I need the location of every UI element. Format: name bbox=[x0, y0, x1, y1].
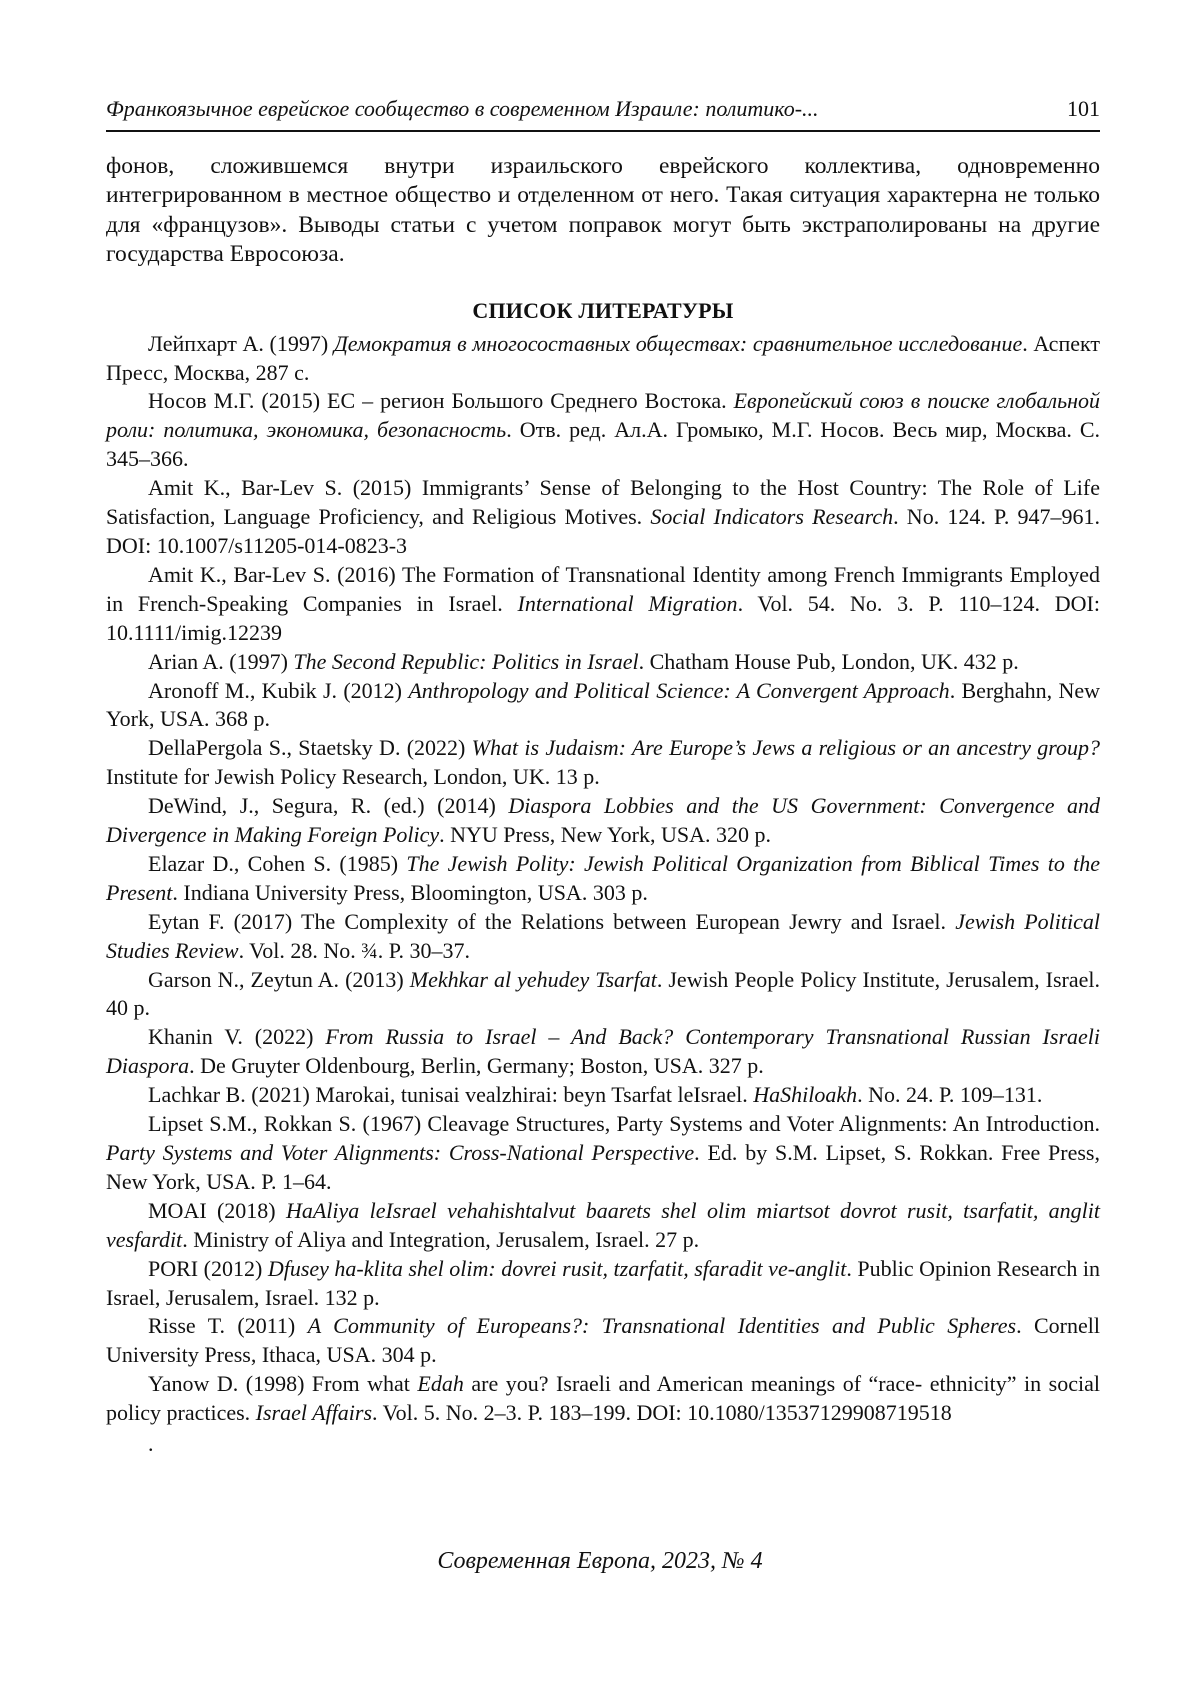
body-paragraph: фонов, сложившемся внутри израильского еврейского коллектива, одновременно интегрированном в местное общество и отделенном от него. Такая ситуация характерна не только для «французов». Выводы статьи с учетом поправок могут быть экстраполированы на другие государства Евросоюза. bbox=[106, 153, 1100, 268]
reference-item: Yanow D. (1998) From what Edah are you? Israeli and American meanings of “race- ethnicity” in social policy practices. Israel Affairs. Vol. 5. No. 2–3. P. 183–199. DOI: 10.1080/13537129908719518 bbox=[106, 1371, 1100, 1426]
reference-item: Amit K., Bar-Lev S. (2015) Immigrants’ Sense of Belonging to the Host Country: The Role of Life Satisfaction, Language Proficiency, and Religious Motives. Social Indicators Research. No. 124. P. 947–961. DOI: 10.1007/s11205-014-0823-3 bbox=[106, 475, 1101, 558]
running-header bbox=[106, 96, 1100, 132]
page-number: 101 bbox=[1067, 96, 1100, 121]
page bbox=[106, 96, 1100, 1458]
reference-item: Elazar D., Cohen S. (1985) The Jewish Polity: Jewish Political Organization from Biblical Times to the Present. Indiana University Press, Bloomington, USA. 303 p. bbox=[106, 850, 1100, 905]
reference-item: Лейпхарт А. (1997) Демократия в многосоставных обществах: сравнительное исследование. Аспект Пресс, Москва, 287 с. bbox=[106, 330, 1101, 385]
running-title: Франкоязычное еврейское сообщество в современном Израиле: политико-... bbox=[106, 96, 819, 121]
reference-item: Носов М.Г. (2015) ЕС – регион Большого Среднего Востока. Европейский союз в поиске глобальной роли: политика, экономика, безопасность. Отв. ред. Ал.А. Громыко, М.Г. Носов. Весь мир, Москва. С. 345–366. bbox=[106, 388, 1101, 472]
reference-list bbox=[106, 330, 1100, 1428]
running-footer: Современная Европа, 2023, № 4 bbox=[437, 1548, 763, 1574]
reference-item: Aronoff M., Kubik J. (2012) Anthropology and Political Science: A Convergent Approach. Berghahn, New York, USA. 368 p. bbox=[106, 677, 1100, 732]
reference-item: Lachkar B. (2021) Marokai, tunisai vealzhirai: beyn Tsarfat leIsrael. HaShiloakh. No. 24. P. 109–131. bbox=[148, 1082, 1043, 1108]
reference-item: Amit K., Bar-Lev S. (2016) The Formation of Transnational Identity among French Immigrants Employed in French-Speaking Companies in Israel. International Migration. Vol. 54. No. 3. P. 110–124. DOI: 10.1111/imig.12239 bbox=[106, 561, 1100, 645]
reference-item: DeWind, J., Segura, R. (ed.) (2014) Diaspora Lobbies and the US Government: Convergence and Divergence in Making Foreign Policy. NYU Press, New York, USA. 320 p. bbox=[106, 793, 1100, 848]
reference-item: PORI (2012) Dfusey ha-klita shel olim: dovrei rusit, tzarfatit, sfaradit ve-anglit. Public Opinion Research in Israel, Jerusalem, Israel. 132 p. bbox=[106, 1255, 1101, 1310]
reference-item: Garson N., Zeytun A. (2013) Mekhkar al yehudey Tsarfat. Jewish People Policy Institute, Jerusalem, Israel. 40 p. bbox=[106, 966, 1100, 1021]
references-heading: СПИСОК ЛИТЕРАТУРЫ bbox=[472, 297, 734, 323]
reference-item: Arian A. (1997) The Second Republic: Politics in Israel. Chatham House Pub, London, UK. 432 p. bbox=[148, 648, 1019, 674]
reference-item: MOAI (2018) HaAliya leIsrael vehahishtalvut baarets shel olim miartsot dovrot rusit, tsarfatit, anglit vesfardit. Ministry of Aliya and Integration, Jerusalem, Israel. 27 p. bbox=[106, 1197, 1100, 1252]
trailing-dot: . bbox=[148, 1431, 154, 1457]
reference-item: DellaPergola S., Staetsky D. (2022) What is Judaism: Are Europe’s Jews a religious or an ancestry group? Institute for Jewish Policy Research, London, UK. 13 p. bbox=[106, 735, 1100, 790]
reference-item: Risse T. (2011) A Community of Europeans?: Transnational Identities and Public Spheres. Cornell University Press, Ithaca, USA. 304 p. bbox=[106, 1313, 1101, 1368]
reference-item: Eytan F. (2017) The Complexity of the Relations between European Jewry and Israel. Jewish Political Studies Review. Vol. 28. No. ¾. P. 30–37. bbox=[106, 908, 1100, 963]
reference-item: Khanin V. (2022) From Russia to Israel – And Back? Contemporary Transnational Russian Israeli Diaspora. De Gruyter Oldenbourg, Berlin, Germany; Boston, USA. 327 p. bbox=[106, 1024, 1100, 1079]
reference-item: Lipset S.M., Rokkan S. (1967) Cleavage Structures, Party Systems and Voter Alignments: An Introduction. Party Systems and Voter Alignments: Cross-National Perspective. Ed. by S.M. Lipset, S. Rokkan. Free Press, New York, USA. P. 1–64. bbox=[106, 1111, 1100, 1194]
